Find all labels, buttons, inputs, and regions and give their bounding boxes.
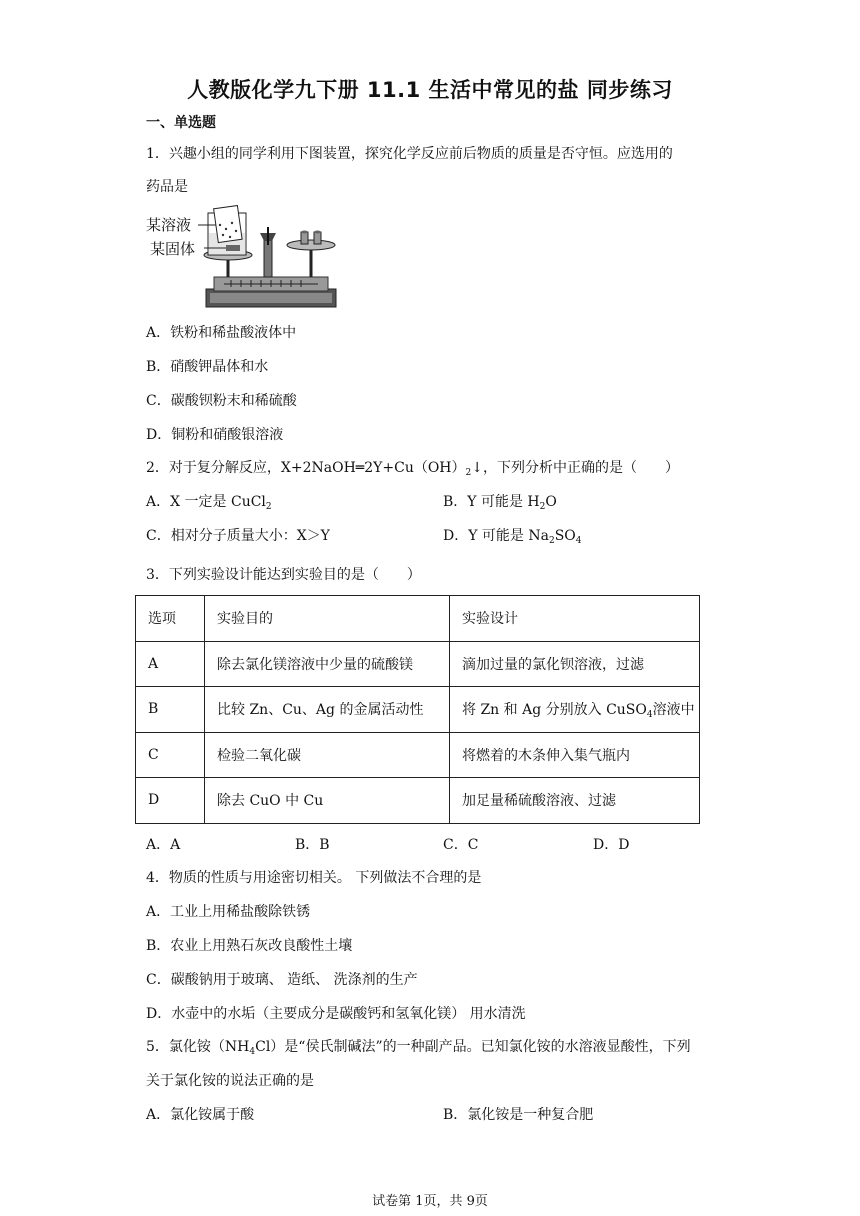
table-header-row (136, 596, 700, 642)
q1-stem-line2: 药品是 (146, 179, 188, 195)
document-title: 人教版化学九下册 11.1 生活中常见的盐 同步练习 (187, 78, 673, 102)
q4-stem: 4．物质的性质与用途密切相关。 下列做法不合理的是 (146, 870, 482, 886)
q2-stem: 2．对于复分解反应，$X+2NaOH═2Y+Cu(OH)_2↓$，下列分析中正确的是（ ） (146, 460, 679, 478)
label-solid: 某固体 (150, 240, 196, 258)
q5-stem-line2: 关于氯化铵的说法正确的是 (146, 1073, 314, 1089)
q4-option-b: B．农业上用熟石灰改良酸性土壤 (146, 938, 353, 954)
q5-option-b: B．氯化铵是一种复合肥 (443, 1107, 594, 1123)
q5-option-a: A．氯化铵属于酸 (146, 1107, 255, 1123)
q4-option-a: A．工业上用稀盐酸除铁锈 (146, 904, 311, 920)
balance-apparatus-figure (146, 205, 346, 313)
q5-stem-line1: 5．氯化铵$(NH_4Cl)$是“侯氏制碱法”的一种副产品。已知氯化铵的水溶液显酸性，下列 (146, 1039, 691, 1057)
q1-option-b: B．硝酸钾晶体和水 (146, 359, 269, 375)
row-goal: 比较 Zn、Cu、Ag 的金属活动性 (205, 687, 450, 733)
q2-option-a: A．X 一定是 CuCl$_2$ (146, 494, 272, 512)
row-option: A (136, 641, 205, 687)
q2-option-c: C．相对分子质量大小：X＞Y (146, 528, 330, 544)
row-design: 滴加过量的氯化钡溶液，过滤 (450, 641, 700, 687)
label-solution: 某溶液 (146, 216, 192, 234)
q4-option-c: C．碳酸钠用于玻璃、 造纸、 洗涤剂的生产 (146, 972, 418, 988)
section-heading: 一、单选题 (146, 115, 216, 131)
row-option: D (136, 778, 205, 824)
table-row (136, 687, 700, 733)
q1-option-d: D．铜粉和硝酸银溶液 (146, 427, 284, 443)
row-design: 加足量稀硫酸溶液、过滤 (450, 778, 700, 824)
q2-option-b: B．Y 可能是 $H_2O$ (443, 494, 557, 512)
q3-option-d: D．D (593, 837, 630, 853)
table-row (136, 778, 700, 824)
row-option: B (136, 687, 205, 733)
page-footer: 试卷第 1页，共 9页 (372, 1194, 488, 1209)
row-goal: 除去 CuO 中 Cu (205, 778, 450, 824)
row-design: 将燃着的木条伸入集气瓶内 (450, 732, 700, 778)
q1-stem-line1: 1．兴趣小组的同学利用下图装置，探究化学反应前后物质的质量是否守恒。应选用的 (146, 146, 673, 162)
q1-option-a: A．铁粉和稀盐酸液体中 (146, 325, 297, 341)
row-design: 将 Zn 和 Ag 分别放入 CuSO$_4$溶液中 (450, 687, 700, 733)
header-design: 实验设计 (450, 596, 700, 642)
table-row (136, 641, 700, 687)
q1-option-c: C．碳酸钡粉末和稀硫酸 (146, 393, 297, 409)
q4-option-d: D．水壶中的水垢（主要成分是碳酸钙和氢氧化镁） 用水清洗 (146, 1006, 526, 1022)
q3-stem: 3．下列实验设计能达到实验目的是（ ） (146, 567, 421, 583)
row-option: C (136, 732, 205, 778)
row-goal: 除去氯化镁溶液中少量的硫酸镁 (205, 641, 450, 687)
table-row (136, 732, 700, 778)
q3-option-c: C．C (443, 837, 479, 853)
q2-option-d: D．Y 可能是 $Na_2SO_4$ (443, 528, 582, 546)
header-option: 选项 (136, 596, 205, 642)
row-goal: 检验二氧化碳 (205, 732, 450, 778)
q3-option-a: A．A (146, 837, 181, 853)
q3-table (135, 595, 700, 824)
header-goal: 实验目的 (205, 596, 450, 642)
q3-option-b: B．B (295, 837, 330, 853)
